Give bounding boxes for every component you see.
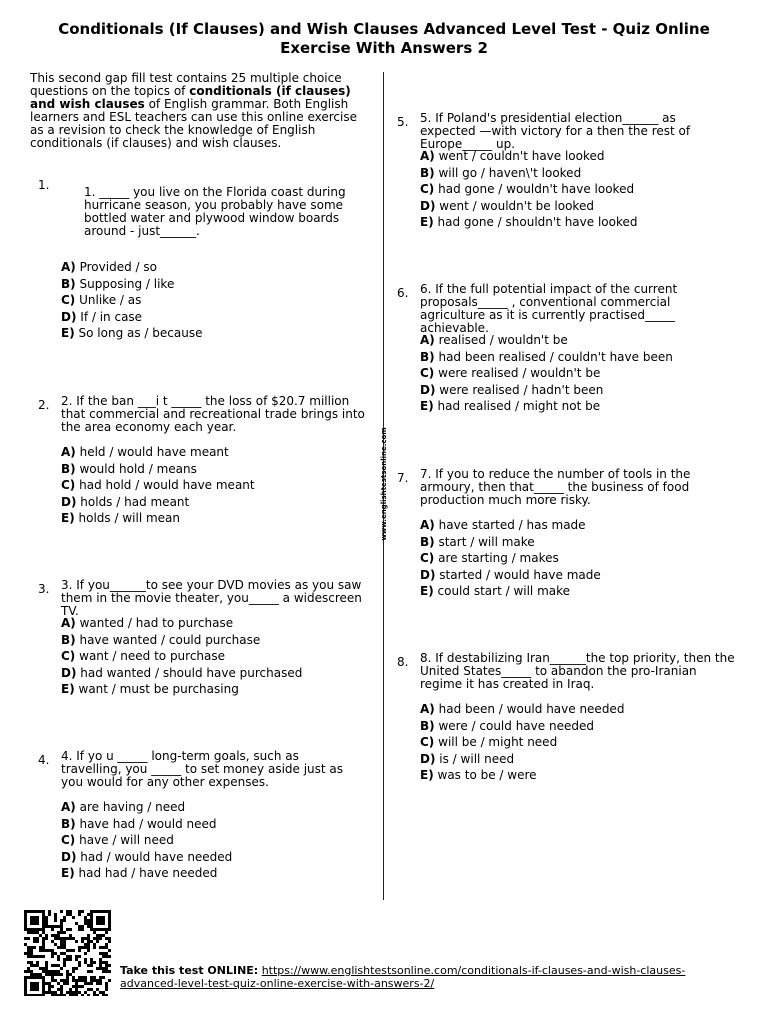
- question-8: [397, 652, 737, 784]
- question-number: 4.: [38, 753, 50, 767]
- question-1: [38, 178, 378, 348]
- intro-paragraph: [30, 72, 370, 150]
- question-6: [397, 283, 737, 415]
- option-b[interactable]: B) have had / would need: [61, 816, 217, 831]
- question-number: 6.: [397, 286, 409, 300]
- option-d[interactable]: D) were realised / hadn't been: [420, 382, 604, 397]
- question-number: 1.: [38, 178, 50, 192]
- question-2: [38, 395, 378, 530]
- option-e[interactable]: E) So long as / because: [61, 326, 203, 340]
- option-b[interactable]: B) have wanted / could purchase: [61, 632, 261, 647]
- option-b[interactable]: B) would hold / means: [61, 461, 197, 476]
- option-b[interactable]: B) start / will make: [420, 534, 535, 549]
- option-a[interactable]: A) went / couldn't have looked: [420, 149, 605, 163]
- footer: [120, 964, 720, 990]
- question-4: [38, 750, 378, 885]
- question-text: 5. If Poland's presidential election______ as expected —with victory for a then the rest of Europe_____ up.: [420, 111, 691, 151]
- option-c[interactable]: C) had gone / wouldn't have looked: [420, 182, 635, 196]
- option-e[interactable]: E) holds / will mean: [61, 511, 180, 525]
- options-list: [61, 615, 302, 698]
- question-number: 3.: [38, 582, 50, 596]
- question-3: [38, 579, 383, 701]
- question-number: 8.: [397, 655, 409, 669]
- option-d[interactable]: D) had / would have needed: [61, 849, 233, 864]
- option-b[interactable]: B) Supposing / like: [61, 276, 175, 291]
- option-d[interactable]: D) holds / had meant: [61, 494, 190, 509]
- question-number: 7.: [397, 471, 409, 485]
- question-text: 3. If you______to see your DVD movies as you saw them in the movie theater, you_____ a widescreen TV.: [61, 578, 362, 618]
- qr-code[interactable]: [24, 910, 114, 1000]
- option-e[interactable]: E) could start / will make: [420, 584, 571, 598]
- options-list: [420, 701, 624, 784]
- option-c[interactable]: C) want / need to purchase: [61, 649, 226, 663]
- intro-topic: conditionals (if clauses) and wish clauses: [30, 84, 351, 111]
- vertical-site-url: www.englishtestsonline.com: [380, 427, 388, 541]
- option-b[interactable]: B) were / could have needed: [420, 718, 594, 733]
- option-c[interactable]: C) Unlike / as: [61, 293, 142, 307]
- question-text: 4. If yo u _____ long-term goals, such as travelling, you _____ to set money aside just as you would for any other expenses.: [61, 749, 344, 789]
- question-7: [397, 468, 737, 600]
- option-d[interactable]: D) went / wouldn't be looked: [420, 198, 594, 213]
- page-title: Conditionals (If Clauses) and Wish Clauses Advanced Level Test - Quiz Online Exercise With Answers 2: [58, 20, 710, 57]
- question-text: 6. If the full potential impact of the current proposals_____ , conventional commercial agriculture as it is currently practised_____ achievable.: [420, 282, 678, 335]
- question-5: [397, 112, 737, 232]
- option-a[interactable]: A) had been / would have needed: [420, 702, 625, 716]
- option-e[interactable]: E) was to be / were: [420, 768, 537, 782]
- option-d[interactable]: D) is / will need: [420, 751, 515, 766]
- options-list: [420, 332, 673, 415]
- options-list: [61, 444, 255, 527]
- option-e[interactable]: E) had had / have needed: [61, 866, 218, 880]
- option-c[interactable]: C) are starting / makes: [420, 551, 559, 565]
- question-text: 7. If you to reduce the number of tools in the armoury, then that_____ the business of food production much more risky.: [420, 467, 691, 507]
- options-list: [420, 517, 601, 600]
- option-a[interactable]: A) are having / need: [61, 800, 186, 814]
- footer-label: Take this test ONLINE:: [120, 964, 259, 977]
- option-a[interactable]: A) wanted / had to purchase: [61, 616, 234, 630]
- option-c[interactable]: C) were realised / wouldn't be: [420, 366, 601, 380]
- options-list: [61, 259, 202, 342]
- question-text: 1. _____ you live on the Florida coast during hurricane season, you probably have some bottled water and plywood window boards around - just______.: [84, 185, 346, 238]
- option-e[interactable]: E) had realised / might not be: [420, 399, 601, 413]
- options-list: [420, 148, 638, 231]
- question-number: 2.: [38, 398, 50, 412]
- option-a[interactable]: A) Provided / so: [61, 260, 157, 274]
- option-c[interactable]: C) have / will need: [61, 833, 174, 847]
- option-e[interactable]: E) want / must be purchasing: [61, 682, 239, 696]
- option-b[interactable]: B) had been realised / couldn't have been: [420, 349, 673, 364]
- option-d[interactable]: D) started / would have made: [420, 567, 601, 582]
- qr-code-icon: [24, 910, 114, 996]
- option-a[interactable]: A) have started / has made: [420, 518, 586, 532]
- option-c[interactable]: C) had hold / would have meant: [61, 478, 255, 492]
- test-online-link[interactable]: https://www.englishtestsonline.com/conditionals-if-clauses-and-wish-clauses-advanced-level-test-quiz-online-exercise-with-answers-2/: [120, 964, 686, 990]
- option-b[interactable]: B) will go / haven\'t looked: [420, 165, 582, 180]
- intro-text-end: of English grammar. Both English learners and ESL teachers can use this online exercise as a revision to check the knowledge of English conditionals (if clauses) and wish clauses.: [30, 97, 357, 150]
- intro-text-start: This second gap fill test contains 25 multiple choice questions on the topics of: [30, 71, 342, 98]
- options-list: [61, 799, 232, 882]
- question-text: 8. If destabilizing Iran______the top priority, then the United States_____ to abandon the pro-Iranian regime it has created in Iraq.: [420, 651, 735, 691]
- option-d[interactable]: D) If / in case: [61, 309, 143, 324]
- option-a[interactable]: A) held / would have meant: [61, 445, 229, 459]
- question-text: 2. If the ban ___i t _____ the loss of $20.7 million that commercial and recreational trade brings into the area economy each year.: [61, 394, 365, 434]
- option-d[interactable]: D) had wanted / should have purchased: [61, 665, 303, 680]
- option-e[interactable]: E) had gone / shouldn't have looked: [420, 215, 638, 229]
- option-a[interactable]: A) realised / wouldn't be: [420, 333, 568, 347]
- option-c[interactable]: C) will be / might need: [420, 735, 558, 749]
- question-number: 5.: [397, 115, 409, 129]
